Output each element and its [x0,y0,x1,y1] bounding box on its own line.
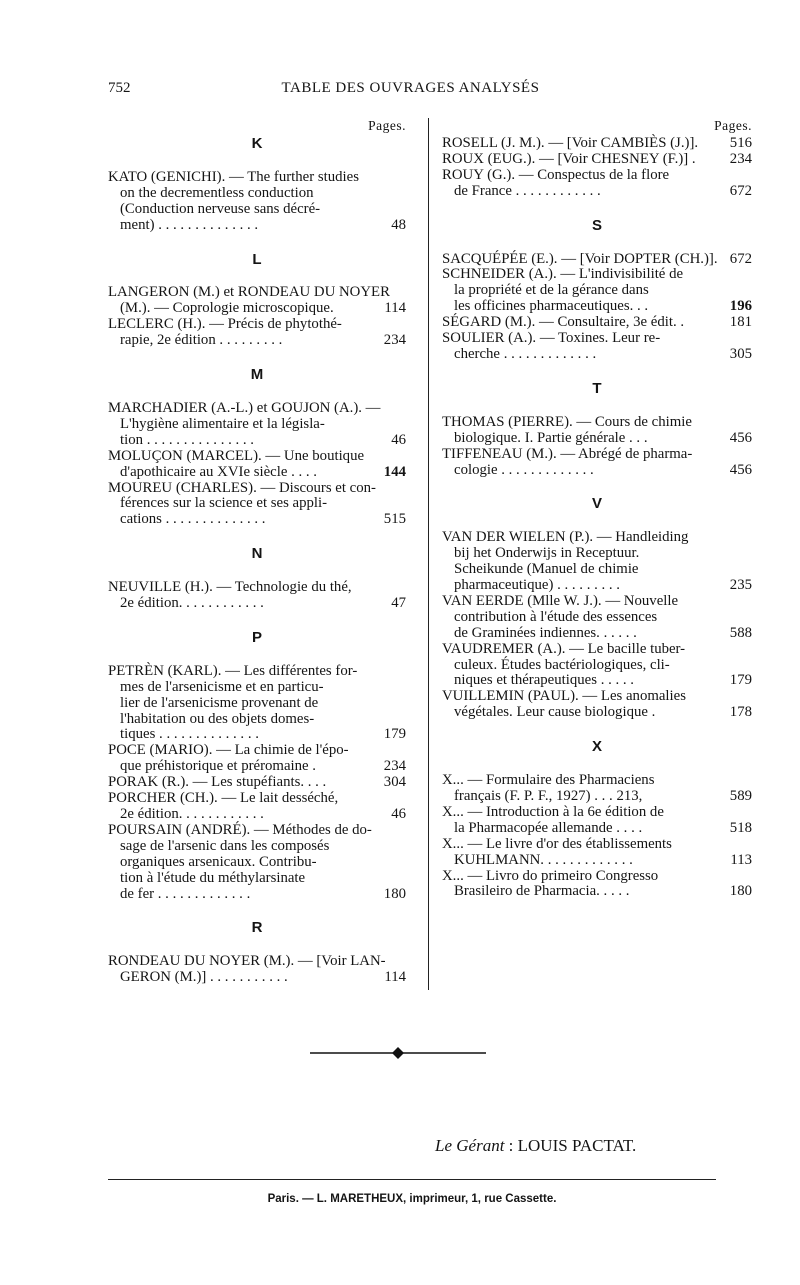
entry-line: TIFFENEAU (M.). — Abrégé de pharma- [442,445,693,462]
index-entry [108,823,406,903]
entry-page: 48 [391,216,406,233]
index-entry [442,331,752,363]
entry-page: 46 [391,431,406,448]
index-entry [442,415,752,447]
section-letter: V [591,495,602,513]
index-entry [108,481,406,529]
entry-line: d'apothicaire au XVIe siècle . . . . [120,463,317,480]
section-letter: P [251,628,262,646]
running-title: TABLE DES OUVRAGES ANALYSÉS [281,80,540,96]
entry-line: biologique. I. Partie générale . . . [454,429,648,446]
pages-label: Pages. [714,118,752,133]
entry-line: PORCHER (CH.). — Le lait desséché, [108,790,339,807]
gerant-name: : LOUIS PACTAT. [508,1136,637,1155]
entry-line: MARCHADIER (A.-L.) et GOUJON (A.). — [108,399,381,416]
section-letter: S [591,216,602,234]
index-entry [442,136,752,152]
index-entry [442,805,752,837]
entry-line: SCHNEIDER (A.). — L'indivisibilité de [442,266,684,283]
entry-line: végétales. Leur cause biologique . [454,704,656,721]
entry-line: VAN DER WIELEN (P.). — Handleiding [442,529,689,546]
entry-line: de France . . . . . . . . . . . . [454,182,601,199]
section-letter: T [592,379,602,397]
index-entry [108,775,406,791]
entry-line: tion à l'étude du méthylarsinate [120,869,306,886]
entry-line: LANGERON (M.) et RONDEAU DU NOYER [108,284,390,301]
index-entry [442,168,752,200]
entry-line: niques et thérapeutiques . . . . . [454,672,634,689]
entry-line: on the decrementless conduction [120,184,314,201]
index-entry [442,315,752,331]
entry-line: X... — Formulaire des Pharmaciens [442,772,655,789]
entry-page: 305 [729,345,752,362]
entry-line: cologie . . . . . . . . . . . . . [454,461,594,478]
entry-line: culeux. Études bactériologiques, cli- [454,656,670,673]
section-letter: X [591,738,602,756]
entry-line: férences sur la science et ses appli- [120,495,328,512]
entry-page: 181 [729,314,752,331]
entry-page: 515 [383,511,406,528]
index-entry [442,447,752,479]
entry-line: MOUREU (CHARLES). — Discours et con- [108,479,376,496]
entry-line: lier de l'arsenicisme provenant de [120,694,319,711]
section-letter: N [251,545,263,563]
pages-label: Pages. [368,118,406,133]
entry-line: mes de l'arsenicisme et en particu- [120,678,324,695]
entry-page: 518 [729,819,752,836]
entry-line: 2e édition. . . . . . . . . . . . [120,806,264,822]
entry-line: tion . . . . . . . . . . . . . . . [120,431,254,448]
index-entry [442,152,752,168]
entry-page: 180 [729,883,752,900]
entry-line: pharmaceutique) . . . . . . . . . [454,577,621,594]
index-entry [442,530,752,594]
entry-page: 114 [384,300,406,317]
entry-line: Brasileiro de Pharmacia. . . . . [454,883,630,900]
gerant-label: Le Gérant [435,1136,505,1155]
entry-line: VAN EERDE (Mlle W. J.). — Nouvelle [442,592,679,609]
entry-line: VUILLEMIN (PAUL). — Les anomalies [442,688,686,705]
entry-line: KUHLMANN. . . . . . . . . . . . . [454,851,633,868]
entry-page: 456 [729,429,752,446]
entry-line: français (F. P. F., 1927) . . . 213, [454,788,643,804]
index-entry [108,449,406,481]
entry-line: (M.). — Coprologie microscopique. [120,300,334,317]
entry-line: X... — Livro do primeiro Congresso [442,867,659,884]
index-entry [108,285,406,317]
entry-line: NEUVILLE (H.). — Technologie du thé, [108,579,352,596]
page-number: 752 [108,80,131,96]
index-entry [108,743,406,775]
index-entry [108,954,406,986]
index-entry [442,267,752,315]
entry-page: 47 [391,595,406,612]
entry-page: 235 [729,577,752,594]
entry-line: POURSAIN (ANDRÉ). — Méthodes de do- [108,821,372,838]
entry-page: 234 [729,150,752,167]
entry-page: 179 [383,726,406,743]
entry-page: 304 [383,774,406,791]
gerant-signature [435,1136,636,1156]
entry-line: ROSELL (J. M.). — [Voir CAMBIÈS (J.)]. [442,135,699,151]
index-entry [442,594,752,642]
ornament-divider [310,1044,486,1062]
running-header [108,80,713,104]
entry-page: 180 [383,885,406,902]
entry-line: POCE (MARIO). — La chimie de l'épo- [108,742,349,759]
index-entry [108,317,406,349]
entry-line: SACQUÉPÉE (E.). — [Voir DOPTER (CH.)]. [442,250,718,267]
entry-line: contribution à l'étude des essences [454,608,658,625]
index-entry [442,689,752,721]
entry-line: cherche . . . . . . . . . . . . . [454,345,597,362]
entry-line: les officines pharmaceutiques. . . [454,298,649,315]
column-divider [428,118,429,990]
entry-line: bij het Onderwijs in Receptuur. [454,545,640,562]
entry-line: SOULIER (A.). — Toxines. Leur re- [442,330,661,347]
entry-page: 588 [729,624,752,641]
index-entry [442,837,752,869]
entry-page: 179 [729,672,752,689]
entry-line: l'habitation ou des objets domes- [120,710,315,727]
index-entry [442,252,752,268]
entry-line: VAUDREMER (A.). — Le bacille tuber- [442,640,686,657]
index-entry [442,869,752,901]
entry-line: PORAK (R.). — Les stupéfiants. . . . [108,774,327,791]
entry-page: 46 [391,806,406,822]
entry-line: rapie, 2e édition . . . . . . . . . [120,332,283,349]
index-entry [442,642,752,690]
entry-line: la propriété et de la gérance dans [454,282,649,299]
entry-page: 589 [729,788,752,804]
entry-page: 456 [729,461,752,478]
entry-page: 196 [729,298,752,315]
entry-line: de fer . . . . . . . . . . . . . [120,885,251,902]
index-entry [442,773,752,805]
left-column [108,118,406,986]
entry-line: THOMAS (PIERRE). — Cours de chimie [442,413,692,430]
entry-line: que préhistorique et préromaine . [120,758,316,775]
section-letter: L [252,250,262,268]
section-letter: K [251,135,263,152]
entry-line: Scheikunde (Manuel de chimie [454,561,639,578]
entry-line: MOLUÇON (MARCEL). — Une boutique [108,447,365,464]
entry-page: 516 [729,135,752,151]
right-column [442,118,752,900]
entry-line: KATO (GENICHI). — The further studies [108,168,359,185]
entry-line: sage de l'arsenic dans les composés [120,837,330,854]
entry-page: 672 [729,182,752,199]
entry-line: tiques . . . . . . . . . . . . . . [120,726,259,743]
entry-line: ROUX (EUG.). — [Voir CHESNEY (F.)] . [442,150,696,167]
entry-line: L'hygiène alimentaire et la législa- [120,415,325,432]
section-letter: M [250,366,264,384]
entry-line: la Pharmacopée allemande . . . . [454,819,643,836]
section-letter: R [251,919,263,937]
entry-page: 178 [729,704,752,721]
entry-line: ROUY (G.). — Conspectus de la flore [442,166,670,183]
index-entry [108,580,406,612]
entry-line: PETRÈN (KARL). — Les différentes for- [108,662,358,679]
entry-page: 672 [729,250,752,267]
entry-line: cations . . . . . . . . . . . . . . [120,511,266,528]
entry-line: 2e édition. . . . . . . . . . . . [120,595,264,612]
footer-rule [108,1179,716,1180]
index-entry [108,664,406,744]
entry-line: de Graminées indiennes. . . . . . [454,624,637,641]
entry-page: 234 [383,332,406,349]
index-entry [108,401,406,449]
entry-line: ment) . . . . . . . . . . . . . . [120,216,259,233]
entry-line: GERON (M.)] . . . . . . . . . . . [120,969,288,986]
entry-line: X... — Le livre d'or des établissements [442,835,672,852]
entry-page: 113 [730,851,752,868]
index-entry [108,791,406,823]
entry-page: 114 [384,969,406,986]
entry-page: 234 [383,758,406,775]
entry-line: (Conduction nerveuse sans décré- [120,200,321,217]
entry-line: organiques arsenicaux. Contribu- [120,853,317,870]
entry-line: X... — Introduction à la 6e édition de [442,803,664,820]
index-entry [108,170,406,234]
entry-line: SÉGARD (M.). — Consultaire, 3e édit. . [442,314,685,331]
entry-page: 144 [383,463,406,480]
entry-line: LECLERC (H.). — Précis de phytothé- [108,316,342,333]
entry-line: RONDEAU DU NOYER (M.). — [Voir LAN- [108,953,386,970]
printer-imprint: Paris. — L. MARETHEUX, imprimeur, 1, rue Cassette. [267,1193,557,1205]
